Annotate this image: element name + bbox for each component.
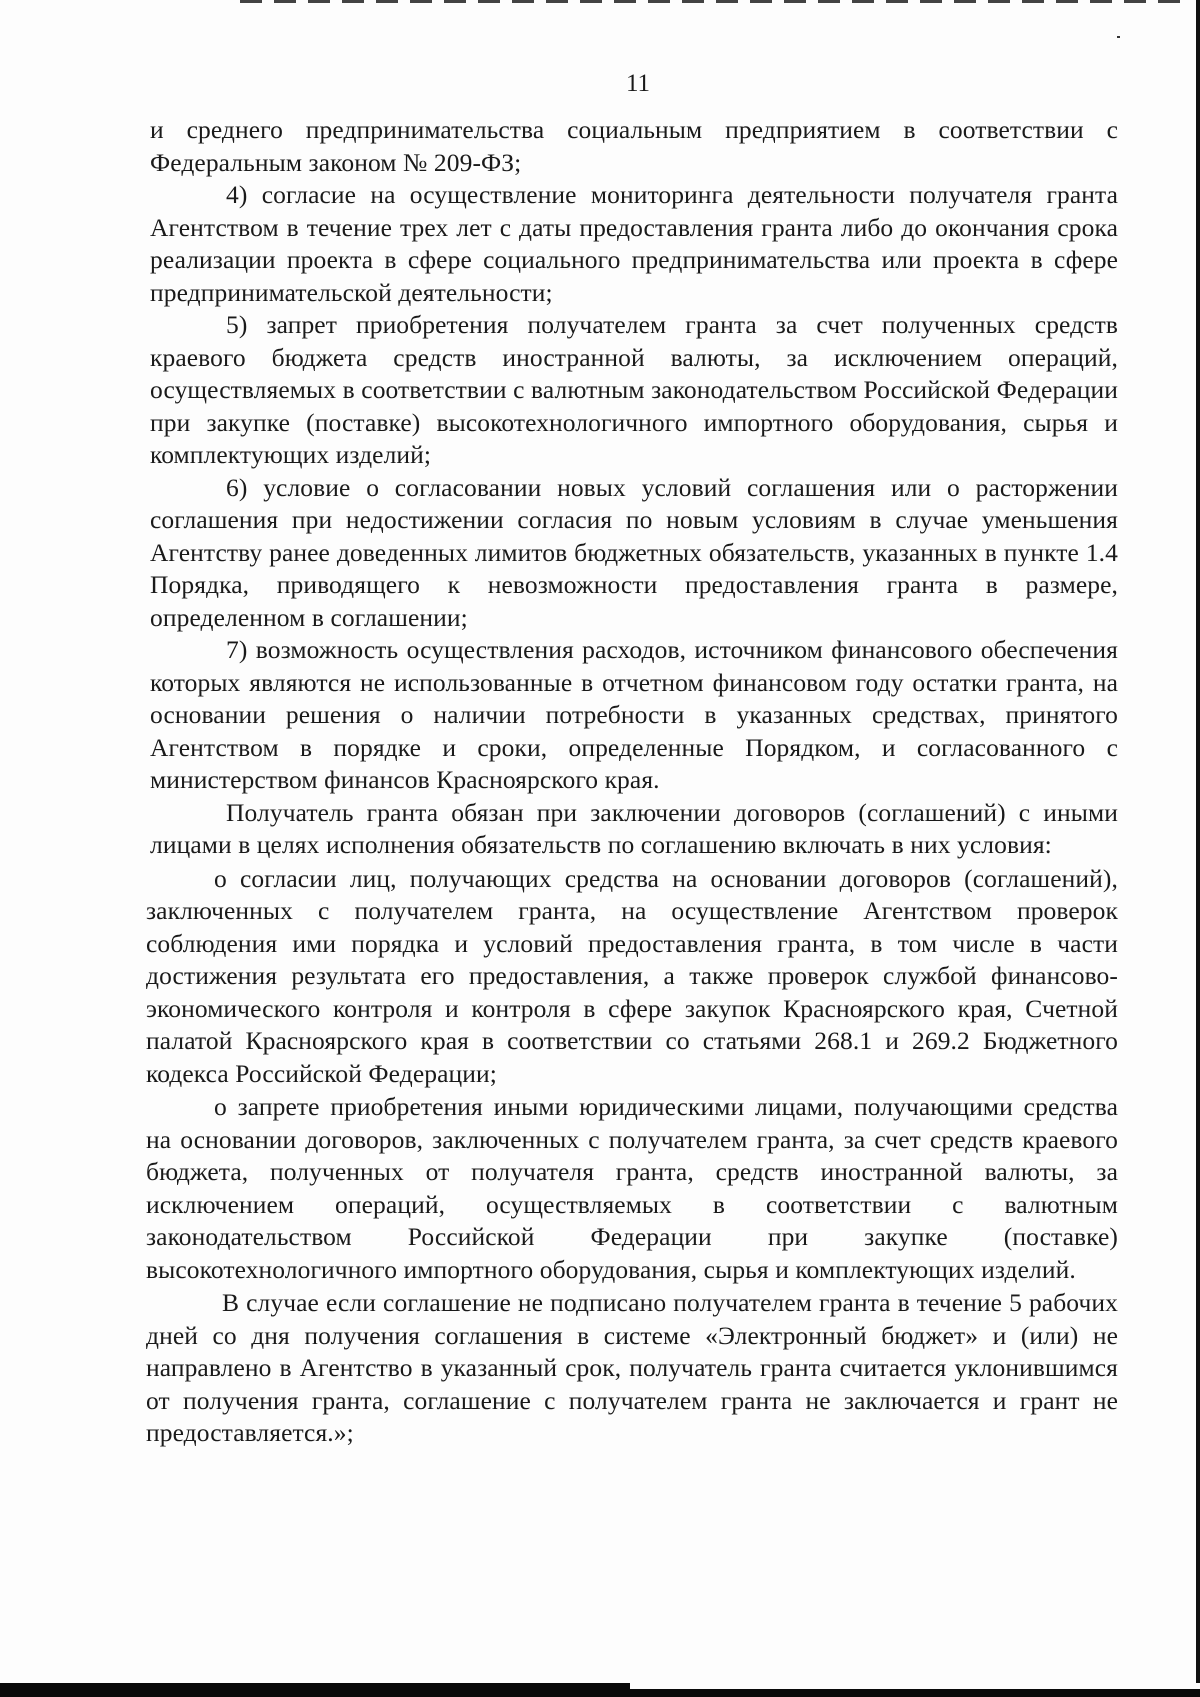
paragraph-unsigned-agreement: В случае если соглашение не подписано получателем гранта в течение 5 рабочих дней со дня получения соглашения в системе «Электронный бюджет» и (или) не направлено в Агентство в указанный срок, получатель гранта считается уклонившимся от получения гранта, соглашение с получателем гранта не заключается и грант не предоставляется.»; bbox=[146, 1288, 1118, 1447]
paragraph-consent-condition: о согласии лиц, получающих средства на основании договоров (соглашений), заключенных с получателем гранта, на осуществление Агентством проверок соблюдения ими порядка и условий предоставления гранта, в том числе в части достижения результата его предоставления, а также проверок службой финансово-экономического контроля и контроля в сфере закупок Красноярского края, Счетной палатой Красноярского края в соответствии со статьями 268.1 и 269.2 Бюджетного кодекса Российской Федерации; bbox=[146, 863, 1118, 1088]
paragraph-item-4: 4) согласие на осуществление мониторинга деятельности получателя гранта Агентством в течение трех лет с даты предоставления гранта либо до окончания срока реализации проекта в сфере социального предпринимательства или проекта в сфере предпринимательской деятельности; bbox=[150, 180, 1118, 307]
paragraph-item-5: 5) запрет приобретения получателем гранта за счет полученных средств краевого бюджета средств иностранной валюты, за исключением операций, осуществляемых в соответствии с валютным законодательством Российской Федерации при закупке (поставке) высокотехнологичного импортного оборудования, сырья и комплектующих изделий; bbox=[150, 310, 1118, 469]
paragraph-grant-recipient-obligation: Получатель гранта обязан при заключении договоров (соглашений) с иными лицами в целях исполнения обязательств по соглашению включать в них условия: bbox=[150, 797, 1118, 859]
scan-speck bbox=[1117, 36, 1120, 38]
document-body bbox=[146, 114, 1118, 1450]
scan-edge-bottom bbox=[0, 1683, 1200, 1697]
scan-edge-right bbox=[1196, 0, 1200, 1697]
paragraph-item-7: 7) возможность осуществления расходов, источником финансового обеспечения которых являются не использованные в отчетном финансовом году остатки гранта, на основании решения о наличии потребности в указанных средствах, принятого Агентством в порядке и сроки, определенные Порядком, и согласованного с министерством финансов Красноярского края. bbox=[150, 635, 1118, 794]
scan-edge-top bbox=[240, 0, 1180, 3]
paragraph-prohibition-condition: о запрете приобретения иными юридическими лицами, получающими средства на основании договоров, заключенных с получателем гранта, за счет средств краевого бюджета, полученных от получателя гранта, средств иностранной валюты, за исключением операций, осуществляемых в соответствии с валютным законодательством Российской Федерации при закупке (поставке) высокотехнологичного импортного оборудования, сырья и комплектующих изделий. bbox=[146, 1092, 1118, 1284]
page-number: 11 bbox=[625, 70, 651, 97]
paragraph-continuation: и среднего предпринимательства социальным предприятием в соответствии с Федеральным законом № 209-ФЗ; bbox=[150, 115, 1118, 177]
paragraph-item-6: 6) условие о согласовании новых условий соглашения или о расторжении соглашения при недостижении согласия по новым условиям в случае уменьшения Агентству ранее доведенных лимитов бюджетных обязательств, указанных в пункте 1.4 Порядка, приводящего к невозможности предоставления гранта в размере, определенном в соглашении; bbox=[150, 472, 1118, 632]
